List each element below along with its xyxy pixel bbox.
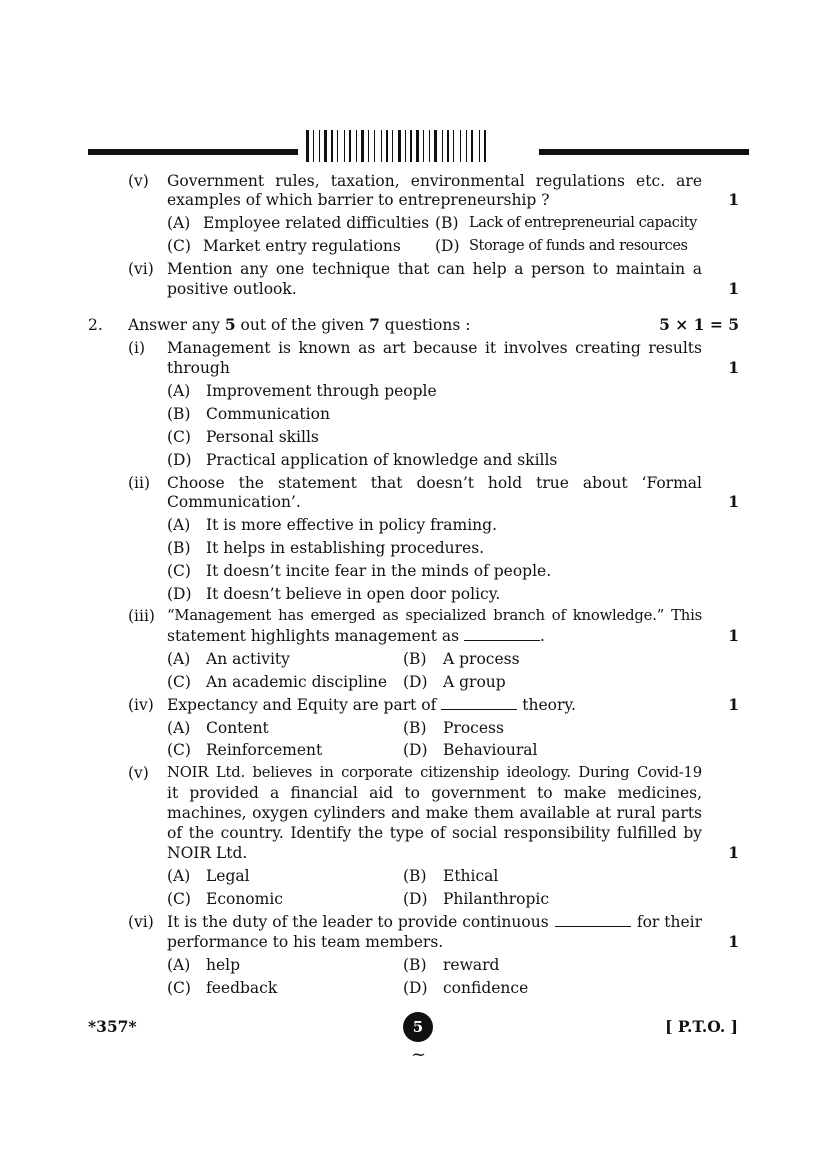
- q2-iii-option-a: An activity: [206, 650, 290, 668]
- q2-v-option-d: Philanthropic: [443, 890, 550, 908]
- q2-iii-marks: 1: [728, 626, 739, 645]
- q2-instruction: [128, 315, 470, 335]
- q2-iv-option-a: Content: [206, 719, 269, 737]
- q2-vi-option-b: reward: [443, 956, 500, 974]
- q2-iii-line1: “Management has emerged as specialized branch of knowledge.” This: [167, 607, 702, 624]
- q2-number: 2.: [88, 316, 103, 334]
- q2-iii-line2-end: .: [540, 627, 545, 645]
- q2-ii-option-b-label: (B): [167, 539, 191, 557]
- q2-vi-line1: [167, 912, 702, 932]
- q2-i-line1: Management is known as art because it involves creating results: [167, 339, 702, 357]
- q2-v-option-b: Ethical: [443, 867, 499, 885]
- q2-ii-option-b: It helps in establishing procedures.: [206, 539, 485, 557]
- q2-iv-line1: [167, 695, 576, 715]
- q2-instruction-m: 7: [369, 315, 380, 334]
- q1-v-option-c: Market entry regulations: [203, 237, 401, 255]
- q2-ii-option-c: It doesn’t incite fear in the minds of people.: [206, 562, 552, 580]
- q2-ii-number: (ii): [128, 474, 151, 492]
- q2-vi-option-b-label: (B): [403, 956, 427, 974]
- answer-blank: [464, 626, 540, 641]
- q2-iii-option-c: An academic discipline: [206, 673, 388, 691]
- q2-vi-line2: performance to his team members.: [167, 933, 444, 951]
- q2-v-marks: 1: [728, 843, 739, 862]
- answer-blank: [441, 695, 517, 710]
- page-number: 5: [403, 1012, 433, 1042]
- q2-ii-option-c-label: (C): [167, 562, 191, 580]
- q2-iv-number: (iv): [128, 696, 154, 714]
- q1-v-option-d-label: (D): [435, 237, 460, 255]
- q2-i-option-c: Personal skills: [206, 428, 319, 446]
- q1-v-number: (v): [128, 172, 149, 190]
- pto-label: [ P.T.O. ]: [665, 1017, 738, 1036]
- q2-vi-option-d-label: (D): [403, 979, 428, 997]
- q2-v-option-a-label: (A): [167, 867, 191, 885]
- q2-iii-option-b: A process: [443, 650, 520, 668]
- q2-iv-option-d: Behavioural: [443, 741, 538, 759]
- q2-iii-option-c-label: (C): [167, 673, 191, 691]
- q2-i-option-b: Communication: [206, 405, 330, 423]
- q2-iii-option-a-label: (A): [167, 650, 191, 668]
- q2-iii-number: (iii): [128, 607, 155, 625]
- q2-ii-option-a: It is more effective in policy framing.: [206, 516, 498, 534]
- q2-instruction-n: 5: [224, 315, 236, 334]
- q2-v-line4: of the country. Identify the type of social responsibility fulfilled by: [167, 824, 702, 842]
- q2-v-option-b-label: (B): [403, 867, 427, 885]
- q2-v-line2: it provided a financial aid to government to make medicines,: [167, 784, 702, 802]
- q2-vi-pre: It is the duty of the leader to provide continuous: [167, 913, 549, 931]
- q2-i-number: (i): [128, 339, 146, 357]
- q2-iv-option-c-label: (C): [167, 741, 191, 759]
- q2-vi-option-c-label: (C): [167, 979, 191, 997]
- q2-ii-option-d: It doesn’t believe in open door policy.: [206, 585, 501, 603]
- q1-v-marks: 1: [728, 190, 739, 209]
- q1-v-option-a-label: (A): [167, 214, 191, 232]
- q2-i-marks: 1: [728, 358, 739, 377]
- q1-v-line2: examples of which barrier to entrepreneurship ?: [167, 191, 550, 209]
- q2-i-option-c-label: (C): [167, 428, 191, 446]
- q2-i-line2: through: [167, 359, 230, 377]
- q2-v-line5: NOIR Ltd.: [167, 844, 248, 862]
- q2-ii-marks: 1: [728, 492, 739, 511]
- q2-i-option-b-label: (B): [167, 405, 191, 423]
- q2-iv-pre: Expectancy and Equity are part of: [167, 696, 437, 714]
- q2-vi-option-a-label: (A): [167, 956, 191, 974]
- q2-instruction-mid: out of the given: [235, 316, 370, 334]
- q2-iii-option-d-label: (D): [403, 673, 428, 691]
- q1-v-option-b: Lack of entrepreneurial capacity: [469, 215, 697, 231]
- q2-iii-line2: [167, 626, 545, 646]
- q2-iv-post: theory.: [522, 696, 576, 714]
- q2-v-option-c-label: (C): [167, 890, 191, 908]
- q2-vi-option-d: confidence: [443, 979, 529, 997]
- q1-v-option-c-label: (C): [167, 237, 191, 255]
- q2-v-number: (v): [128, 764, 149, 782]
- q2-i-option-d: Practical application of knowledge and skills: [206, 451, 558, 469]
- q2-vi-option-c: feedback: [206, 979, 278, 997]
- tilde-mark: ~: [411, 1044, 427, 1065]
- q2-v-option-a: Legal: [206, 867, 250, 885]
- q2-ii-line2: Communication’.: [167, 493, 301, 511]
- header-rule-right: [539, 149, 749, 155]
- paper-code: *357*: [88, 1017, 137, 1036]
- q2-vi-option-a: help: [206, 956, 241, 974]
- q2-iii-line2-text: statement highlights management as: [167, 627, 460, 645]
- q2-total-marks: 5 × 1 = 5: [659, 315, 739, 334]
- q2-iv-option-c: Reinforcement: [206, 741, 323, 759]
- q1-v-option-b-label: (B): [435, 214, 459, 232]
- header-rule-left: [88, 149, 298, 155]
- q1-vi-line1: Mention any one technique that can help a person to maintain a: [167, 260, 702, 278]
- q2-iii-option-d: A group: [443, 673, 506, 691]
- q1-vi-number: (vi): [128, 260, 154, 278]
- q2-iv-option-d-label: (D): [403, 741, 428, 759]
- q2-i-option-d-label: (D): [167, 451, 192, 469]
- answer-blank: [555, 912, 631, 927]
- barcode: [306, 130, 532, 162]
- q2-v-line1: NOIR Ltd. believes in corporate citizenship ideology. During Covid-19: [167, 764, 702, 781]
- q2-iv-option-b: Process: [443, 719, 504, 737]
- q2-instruction-post: questions :: [379, 316, 471, 334]
- q1-v-option-a: Employee related difficulties: [203, 214, 430, 232]
- q2-iv-marks: 1: [728, 695, 739, 714]
- q2-ii-option-a-label: (A): [167, 516, 191, 534]
- q1-vi-marks: 1: [728, 279, 739, 298]
- q2-i-option-a-label: (A): [167, 382, 191, 400]
- q2-i-option-a: Improvement through people: [206, 382, 437, 400]
- q1-v-option-d: Storage of funds and resources: [469, 238, 688, 254]
- q2-ii-option-d-label: (D): [167, 585, 192, 603]
- q2-instruction-pre: Answer any: [128, 316, 225, 334]
- q2-v-option-d-label: (D): [403, 890, 428, 908]
- q1-vi-line2: positive outlook.: [167, 280, 297, 298]
- q2-iv-option-b-label: (B): [403, 719, 427, 737]
- q2-vi-marks: 1: [728, 932, 739, 951]
- q2-v-option-c: Economic: [206, 890, 283, 908]
- q2-vi-post: for their: [636, 913, 702, 931]
- q2-v-line3: machines, oxygen cylinders and make them available at rural parts: [167, 804, 702, 822]
- q2-iii-option-b-label: (B): [403, 650, 427, 668]
- q2-iv-option-a-label: (A): [167, 719, 191, 737]
- q2-vi-number: (vi): [128, 913, 154, 931]
- q2-ii-line1: Choose the statement that doesn’t hold true about ‘Formal: [167, 474, 702, 492]
- q1-v-line1: Government rules, taxation, environmental regulations etc. are: [167, 172, 702, 190]
